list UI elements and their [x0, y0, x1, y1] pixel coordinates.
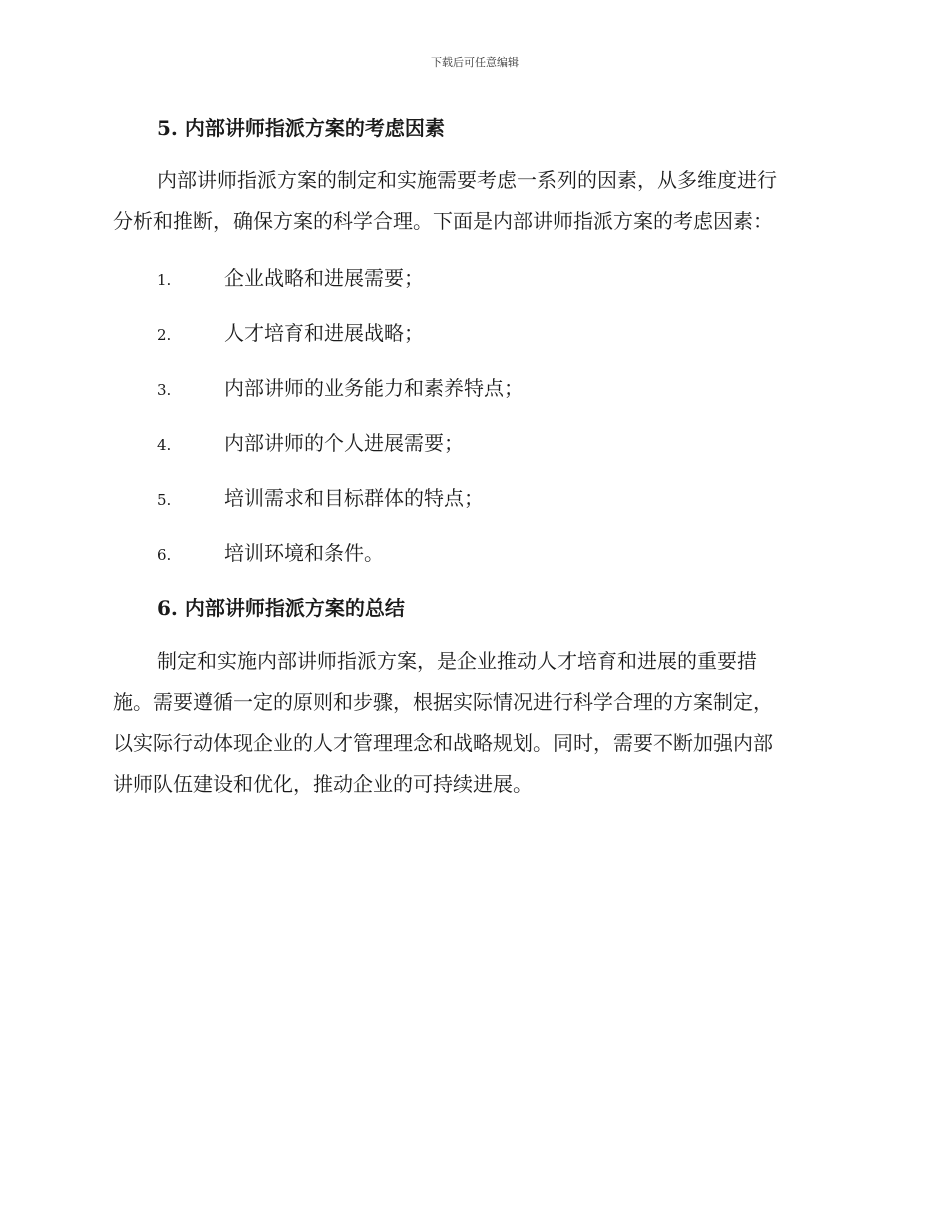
section-6-heading: 6. 内部讲师指派方案的总结 — [157, 596, 405, 620]
header-note: 下载后可任意编辑 — [431, 56, 519, 69]
list-item-text: 内部讲师的个人进展需要； — [224, 431, 464, 455]
list-item-text: 人才培育和进展战略； — [224, 321, 424, 345]
factor-list — [157, 258, 837, 588]
list-item-text: 培训环境和条件。 — [224, 541, 384, 565]
list-item — [157, 423, 837, 478]
section-6-body — [113, 641, 833, 805]
list-item — [157, 258, 837, 313]
list-item-number: 1. — [157, 271, 172, 289]
paragraph-line: 讲师队伍建设和优化，推动企业的可持续进展。 — [113, 772, 533, 796]
paragraph-line: 分析和推断，确保方案的科学合理。下面是内部讲师指派方案的考虑因素： — [113, 209, 773, 233]
list-item-text: 内部讲师的业务能力和素养特点； — [224, 376, 524, 400]
list-item-number: 6. — [157, 546, 172, 564]
list-item — [157, 313, 837, 368]
section-5-intro — [113, 160, 833, 242]
list-item — [157, 478, 837, 533]
list-item-number: 2. — [157, 326, 172, 344]
paragraph-line: 以实际行动体现企业的人才管理理念和战略规划。同时，需要不断加强内部 — [113, 731, 773, 755]
paragraph-line: 内部讲师指派方案的制定和实施需要考虑一系列的因素，从多维度进行 — [157, 168, 777, 192]
list-item-number: 3. — [157, 381, 172, 399]
list-item-number: 5. — [157, 491, 172, 509]
paragraph-line: 制定和实施内部讲师指派方案，是企业推动人才培育和进展的重要措 — [157, 649, 757, 673]
paragraph-line: 施。需要遵循一定的原则和步骤，根据实际情况进行科学合理的方案制定， — [113, 690, 773, 714]
list-item — [157, 533, 837, 588]
list-item-number: 4. — [157, 436, 172, 454]
section-5-heading: 5. 内部讲师指派方案的考虑因素 — [157, 116, 445, 140]
list-item-text: 培训需求和目标群体的特点； — [224, 486, 484, 510]
list-item-text: 企业战略和进展需要； — [224, 266, 424, 290]
list-item — [157, 368, 837, 423]
